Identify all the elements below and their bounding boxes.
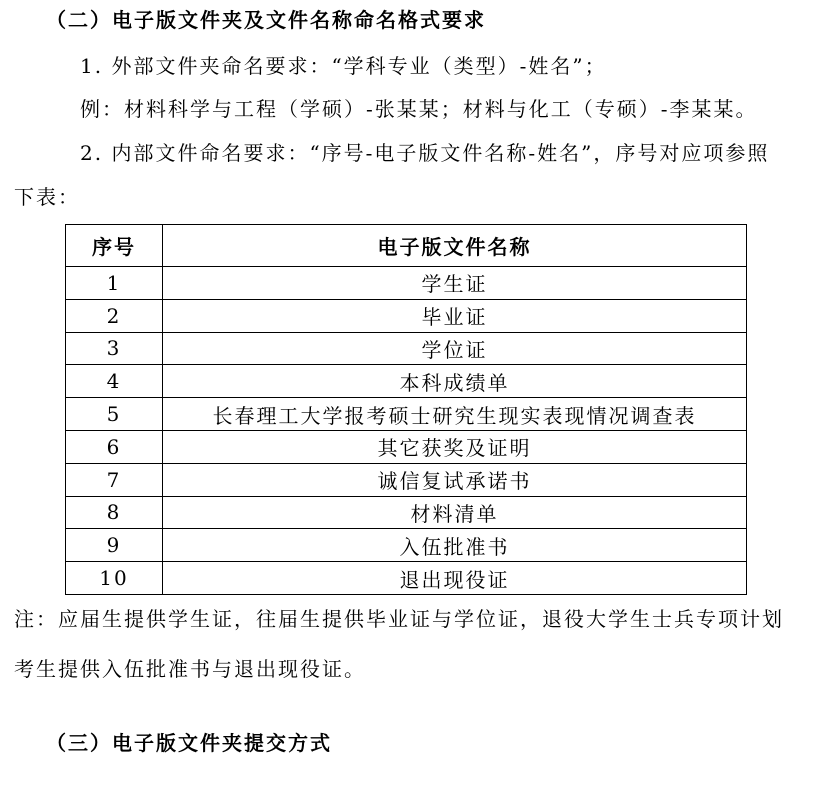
note-line-1: 注：应届生提供学生证，往届生提供毕业证与学位证，退役大学生士兵专项计划 (14, 607, 784, 631)
row-file-name: 本科成绩单 (163, 365, 747, 398)
row-serial-number: 8 (66, 496, 163, 529)
row-file-name: 其它获奖及证明 (163, 430, 747, 463)
table-row (66, 562, 747, 595)
row-file-name: 材料清单 (163, 496, 747, 529)
row-file-name: 退出现役证 (163, 562, 747, 595)
file-name-table (65, 224, 747, 595)
header-file-name: 电子版文件名称 (163, 225, 747, 267)
section-3-heading: （三）电子版文件夹提交方式 (46, 731, 332, 755)
table-row (66, 267, 747, 300)
row-file-name: 学位证 (163, 332, 747, 365)
row-file-name: 毕业证 (163, 299, 747, 332)
row-serial-number: 5 (66, 398, 163, 431)
table-row (66, 365, 747, 398)
section-2-heading: （二）电子版文件夹及文件名称命名格式要求 (46, 8, 486, 32)
table-row (66, 496, 747, 529)
row-serial-number: 2 (66, 299, 163, 332)
row-serial-number: 7 (66, 463, 163, 496)
row-file-name: 诚信复试承诺书 (163, 463, 747, 496)
table-header-row (66, 225, 747, 267)
table-row (66, 299, 747, 332)
row-serial-number: 4 (66, 365, 163, 398)
inner-file-naming-rule: 2. 内部文件命名要求：“序号-电子版文件名称-姓名”，序号对应项参照 (80, 141, 770, 165)
table-row (66, 430, 747, 463)
row-serial-number: 10 (66, 562, 163, 595)
header-serial-number: 序号 (66, 225, 163, 267)
row-file-name: 入伍批准书 (163, 529, 747, 562)
row-serial-number: 9 (66, 529, 163, 562)
table-row (66, 398, 747, 431)
row-serial-number: 6 (66, 430, 163, 463)
row-file-name: 长春理工大学报考硕士研究生现实表现情况调查表 (163, 398, 747, 431)
note-line-2: 考生提供入伍批准书与退出现役证。 (14, 657, 366, 681)
outer-folder-naming-rule: 1. 外部文件夹命名要求：“学科专业（类型）-姓名”； (80, 54, 607, 78)
table-row (66, 463, 747, 496)
row-serial-number: 3 (66, 332, 163, 365)
inner-file-naming-rule-continued: 下表： (14, 185, 80, 209)
naming-example: 例：材料科学与工程（学硕）-张某某；材料与化工（专硕）-李某某。 (80, 97, 758, 121)
table-row (66, 332, 747, 365)
table-row (66, 529, 747, 562)
row-serial-number: 1 (66, 267, 163, 300)
row-file-name: 学生证 (163, 267, 747, 300)
